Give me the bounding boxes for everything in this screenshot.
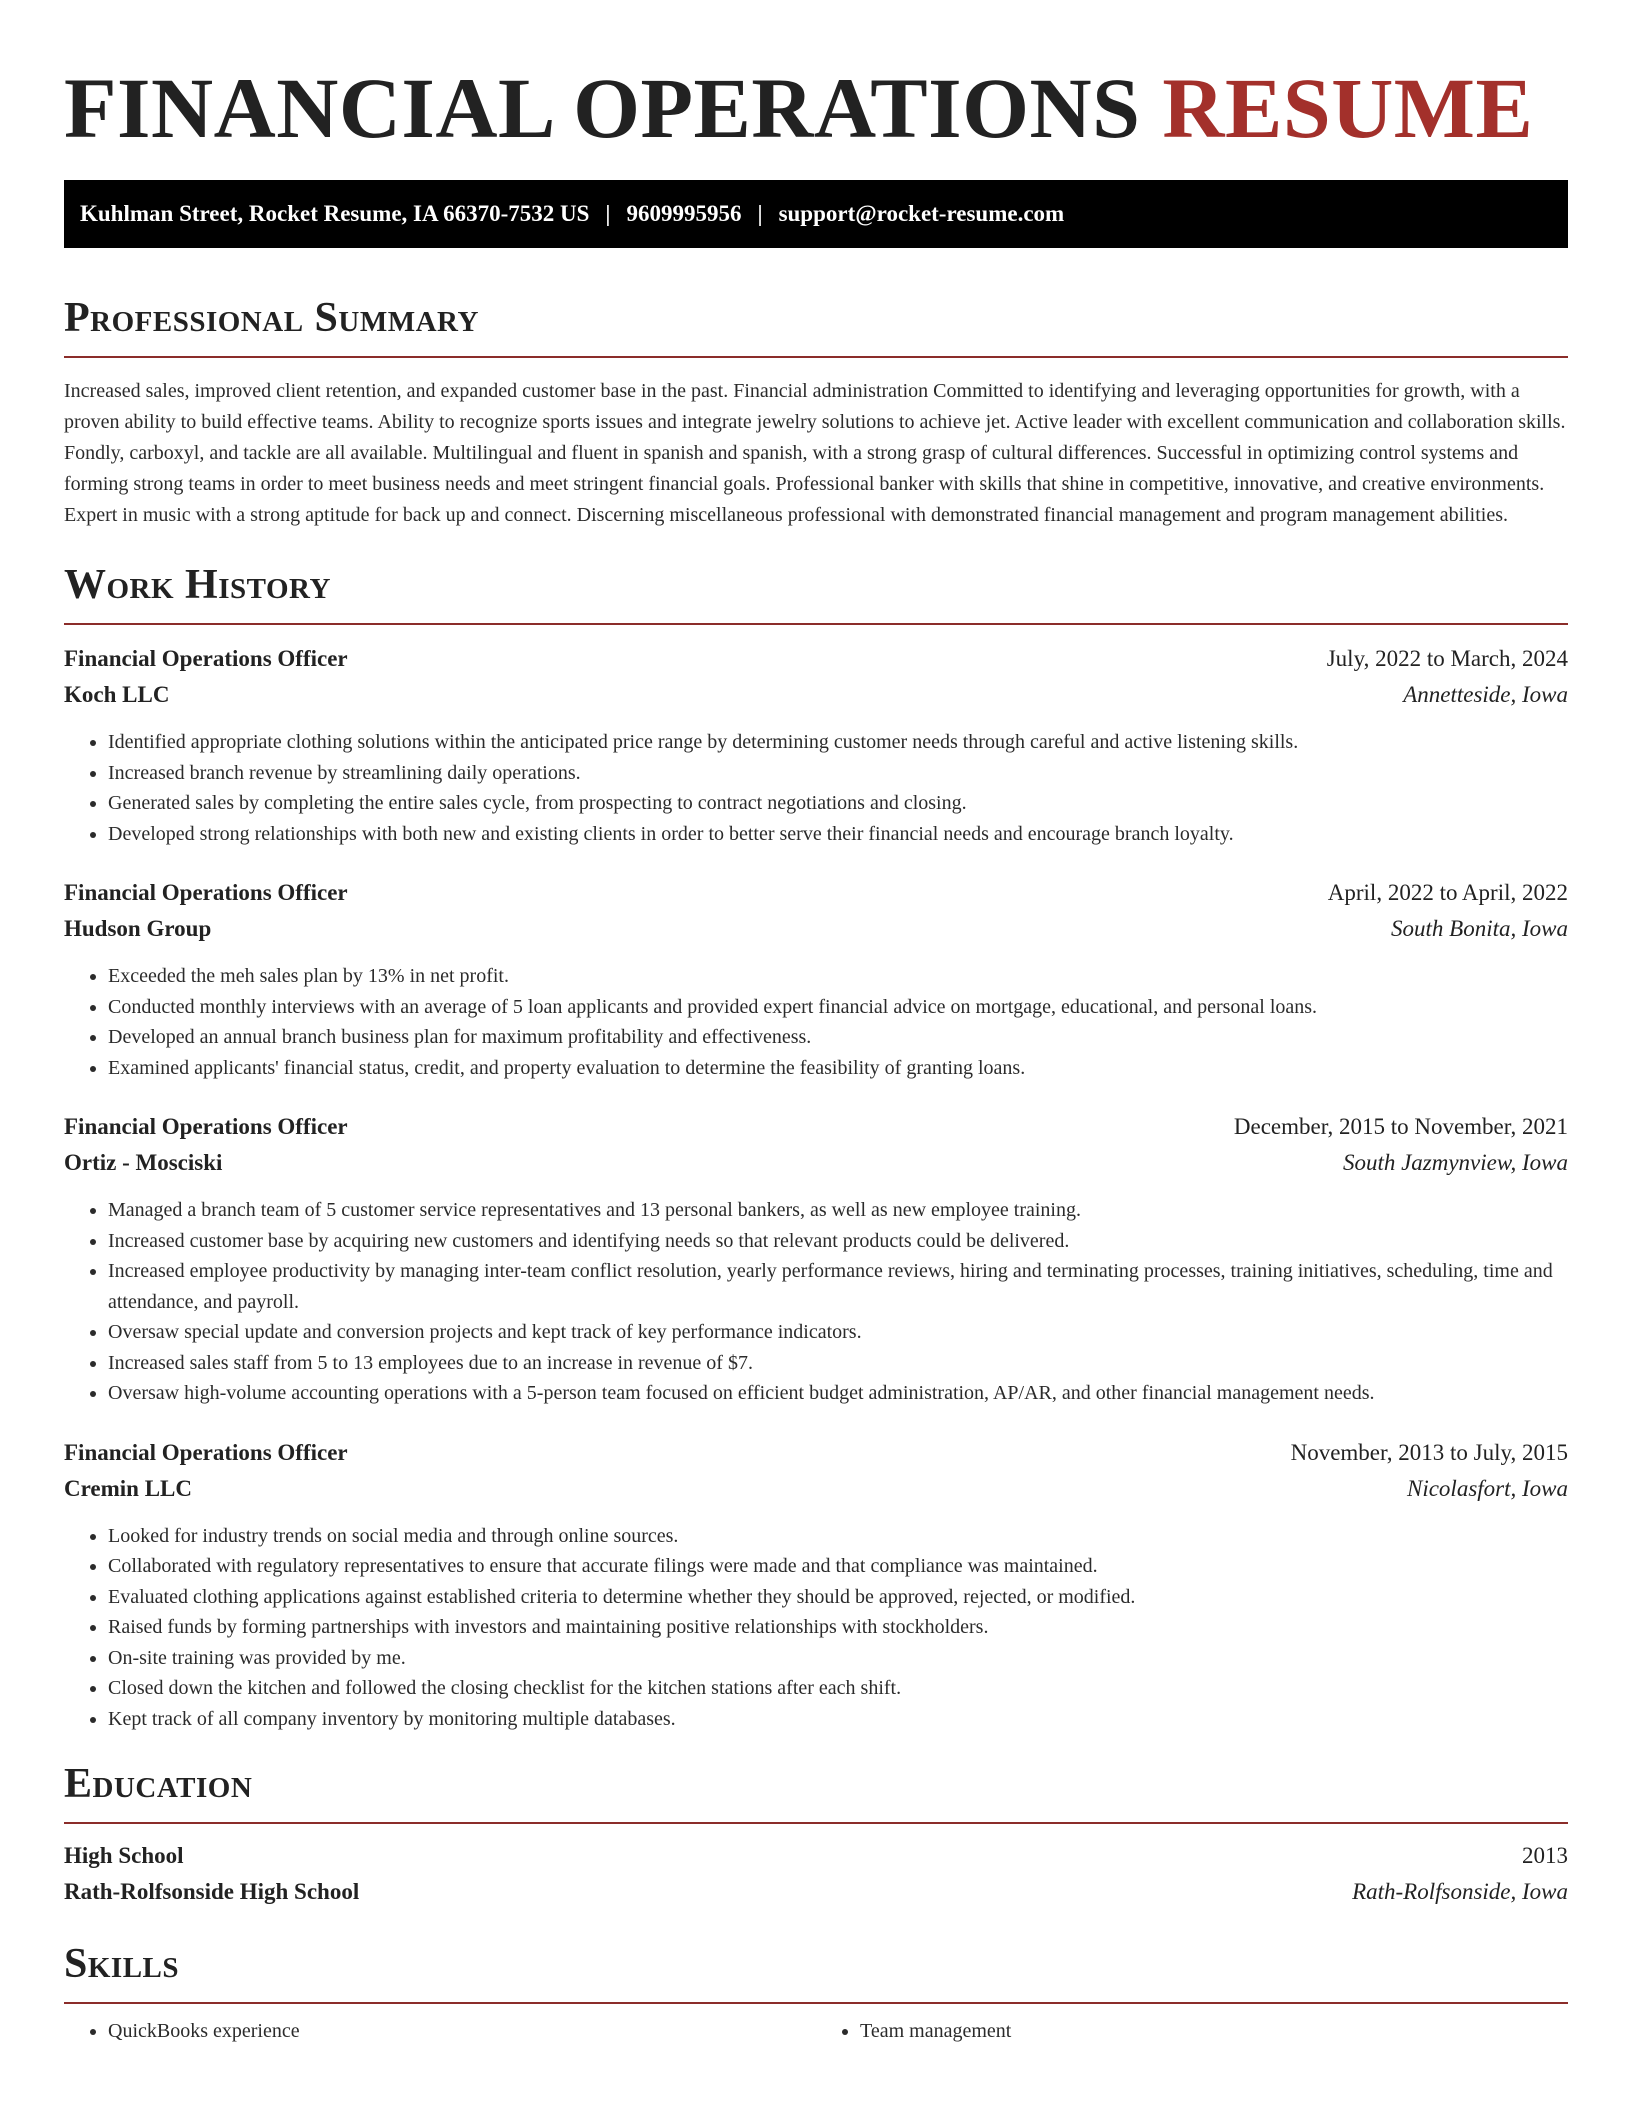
job-title: Financial Operations Officer	[64, 646, 348, 671]
job-company: Cremin LLC	[64, 1475, 192, 1501]
job-company: Ortiz - Mosciski	[64, 1150, 223, 1175]
job-header	[64, 1435, 1568, 1471]
education-entry	[64, 1838, 1568, 1910]
list-item: • QuickBooks experience	[108, 2016, 816, 2046]
list-item: • Generated sales by completing the entire sales cycle, from prospecting to contract negotiations and closing.	[108, 788, 1568, 819]
education-school: Rath-Rolfsonside High School	[64, 1879, 360, 1904]
job-dates: December, 2015 to November, 2021	[1233, 1114, 1568, 1139]
job-subheader	[64, 677, 1568, 713]
job-company: Koch LLC	[64, 682, 170, 707]
contact-email: support@rocket-resume.com	[778, 201, 1065, 226]
job-header	[64, 1109, 1568, 1145]
list-item: • Increased customer base by acquiring new customers and identifying needs so that relevant products could be delivered.	[108, 1226, 1568, 1257]
list-item: • Team management	[860, 2016, 1568, 2046]
section-divider	[64, 356, 1568, 358]
contact-phone: 9609995956	[626, 201, 742, 226]
job-title: Financial Operations Officer	[64, 1114, 348, 1139]
list-item: • On-site training was provided by me.	[108, 1643, 1568, 1674]
job-dates: November, 2013 to July, 2015	[1290, 1439, 1568, 1465]
job-subheader	[64, 911, 1568, 947]
list-item: • Conducted monthly interviews with an average of 5 loan applicants and provided expert financial advice on mortgage, educational, and personal loans.	[108, 992, 1568, 1023]
resume-title	[64, 56, 1568, 156]
education-heading: Education	[64, 1761, 253, 1807]
list-item: • Increased branch revenue by streamlining daily operations.	[108, 758, 1568, 789]
education-subheader	[64, 1874, 1568, 1910]
job-dates: July, 2022 to March, 2024	[1326, 646, 1568, 671]
list-item: • Exceeded the meh sales plan by 13% in net profit.	[108, 961, 1568, 992]
job-title: Financial Operations Officer	[64, 1439, 348, 1465]
list-item: • Examined applicants' financial status, credit, and property evaluation to determine the feasibility of granting loans.	[108, 1053, 1568, 1084]
job-bullets	[64, 961, 1568, 1083]
list-item: • Increased sales staff from 5 to 13 employees due to an increase in revenue of $7.	[108, 1348, 1568, 1379]
job-entry	[64, 1435, 1568, 1735]
job-header	[64, 875, 1568, 911]
contact-bar	[64, 180, 1568, 248]
skills-heading: Skills	[64, 1941, 180, 1987]
job-bullets	[64, 1521, 1568, 1735]
job-title: Financial Operations Officer	[64, 880, 348, 905]
title-accent: RESUME	[1162, 60, 1534, 156]
education-header	[64, 1838, 1568, 1874]
summary-text: Increased sales, improved client retention, and expanded customer base in the past. Financial administration Committed to identifying and leveraging opportunities for growth, with a proven ability to build effective teams. Ability to recognize sports issues and integrate jewelry solutions to achieve jet. Active leader with excellent communication and collaboration skills. Fondly, carboxyl, and tackle are all available. Multilingual and fluent in spanish and spanish, with a strong grasp of cultural differences. Successful in optimizing control systems and forming strong teams in order to meet business needs and meet stringent financial goals. Professional banker with skills that shine in competitive, innovative, and creative environments. Expert in music with a strong aptitude for back up and connect. Discerning miscellaneous professional with demonstrated financial management and program management abilities.	[64, 380, 1566, 526]
list-item: • Developed strong relationships with both new and existing clients in order to better serve their financial needs and encourage branch loyalty.	[108, 819, 1568, 850]
list-item: • Raised funds by forming partnerships with investors and maintaining positive relationships with stockholders.	[108, 1612, 1568, 1643]
contact-separator: |	[757, 201, 763, 226]
summary-section	[64, 294, 1568, 531]
education-year: 2013	[1522, 1843, 1568, 1868]
job-location: Annetteside, Iowa	[1403, 682, 1568, 707]
education-degree: High School	[64, 1843, 184, 1868]
education-section	[64, 1760, 1568, 1910]
skills-list-right	[816, 2016, 1568, 2046]
job-bullets	[64, 1195, 1568, 1409]
job-subheader	[64, 1145, 1568, 1181]
job-location: South Jazmynview, Iowa	[1342, 1150, 1568, 1175]
job-entry	[64, 875, 1568, 1083]
section-divider	[64, 2002, 1568, 2004]
contact-address: Kuhlman Street, Rocket Resume, IA 66370-7532 US	[80, 201, 590, 226]
section-divider	[64, 1822, 1568, 1824]
work-history-heading: Work History	[64, 562, 331, 608]
job-list	[64, 641, 1568, 1734]
list-item: • Oversaw special update and conversion projects and kept track of key performance indicators.	[108, 1317, 1568, 1348]
list-item: • Managed a branch team of 5 customer service representatives and 13 personal bankers, as well as new employee training.	[108, 1195, 1568, 1226]
list-item: • Increased employee productivity by managing inter-team conflict resolution, yearly performance reviews, hiring and terminating processes, training initiatives, scheduling, time and attendance, and payroll.	[108, 1256, 1568, 1317]
job-subheader	[64, 1471, 1568, 1507]
job-header	[64, 641, 1568, 677]
work-history-section	[64, 561, 1568, 1734]
list-item: • Looked for industry trends on social media and through online sources.	[108, 1521, 1568, 1552]
list-item: • Kept track of all company inventory by monitoring multiple databases.	[108, 1704, 1568, 1735]
job-location: South Bonita, Iowa	[1391, 916, 1568, 941]
job-entry	[64, 641, 1568, 849]
job-location: Nicolasfort, Iowa	[1406, 1475, 1568, 1501]
contact-separator: |	[605, 201, 611, 226]
skills-section	[64, 1940, 1568, 2046]
list-item: • Oversaw high-volume accounting operations with a 5-person team focused on efficient budget administration, AP/AR, and other financial management needs.	[108, 1378, 1568, 1409]
job-entry	[64, 1109, 1568, 1409]
skills-grid	[64, 2016, 1568, 2046]
education-location: Rath-Rolfsonside, Iowa	[1352, 1879, 1568, 1904]
job-company: Hudson Group	[64, 916, 212, 941]
section-divider	[64, 623, 1568, 625]
skills-list-left	[64, 2016, 816, 2046]
summary-heading: Professional Summary	[64, 295, 479, 341]
list-item: • Developed an annual branch business plan for maximum profitability and effectiveness.	[108, 1022, 1568, 1053]
list-item: • Evaluated clothing applications against established criteria to determine whether they should be approved, rejected, or modified.	[108, 1582, 1568, 1613]
job-dates: April, 2022 to April, 2022	[1327, 880, 1568, 905]
list-item: • Identified appropriate clothing solutions within the anticipated price range by determining customer needs through careful and active listening skills.	[108, 727, 1568, 758]
job-bullets	[64, 727, 1568, 849]
title-main: FINANCIAL OPERATIONS	[64, 60, 1141, 156]
list-item: • Collaborated with regulatory representatives to ensure that accurate filings were made and that compliance was maintained.	[108, 1551, 1568, 1582]
list-item: • Closed down the kitchen and followed the closing checklist for the kitchen stations after each shift.	[108, 1673, 1568, 1704]
